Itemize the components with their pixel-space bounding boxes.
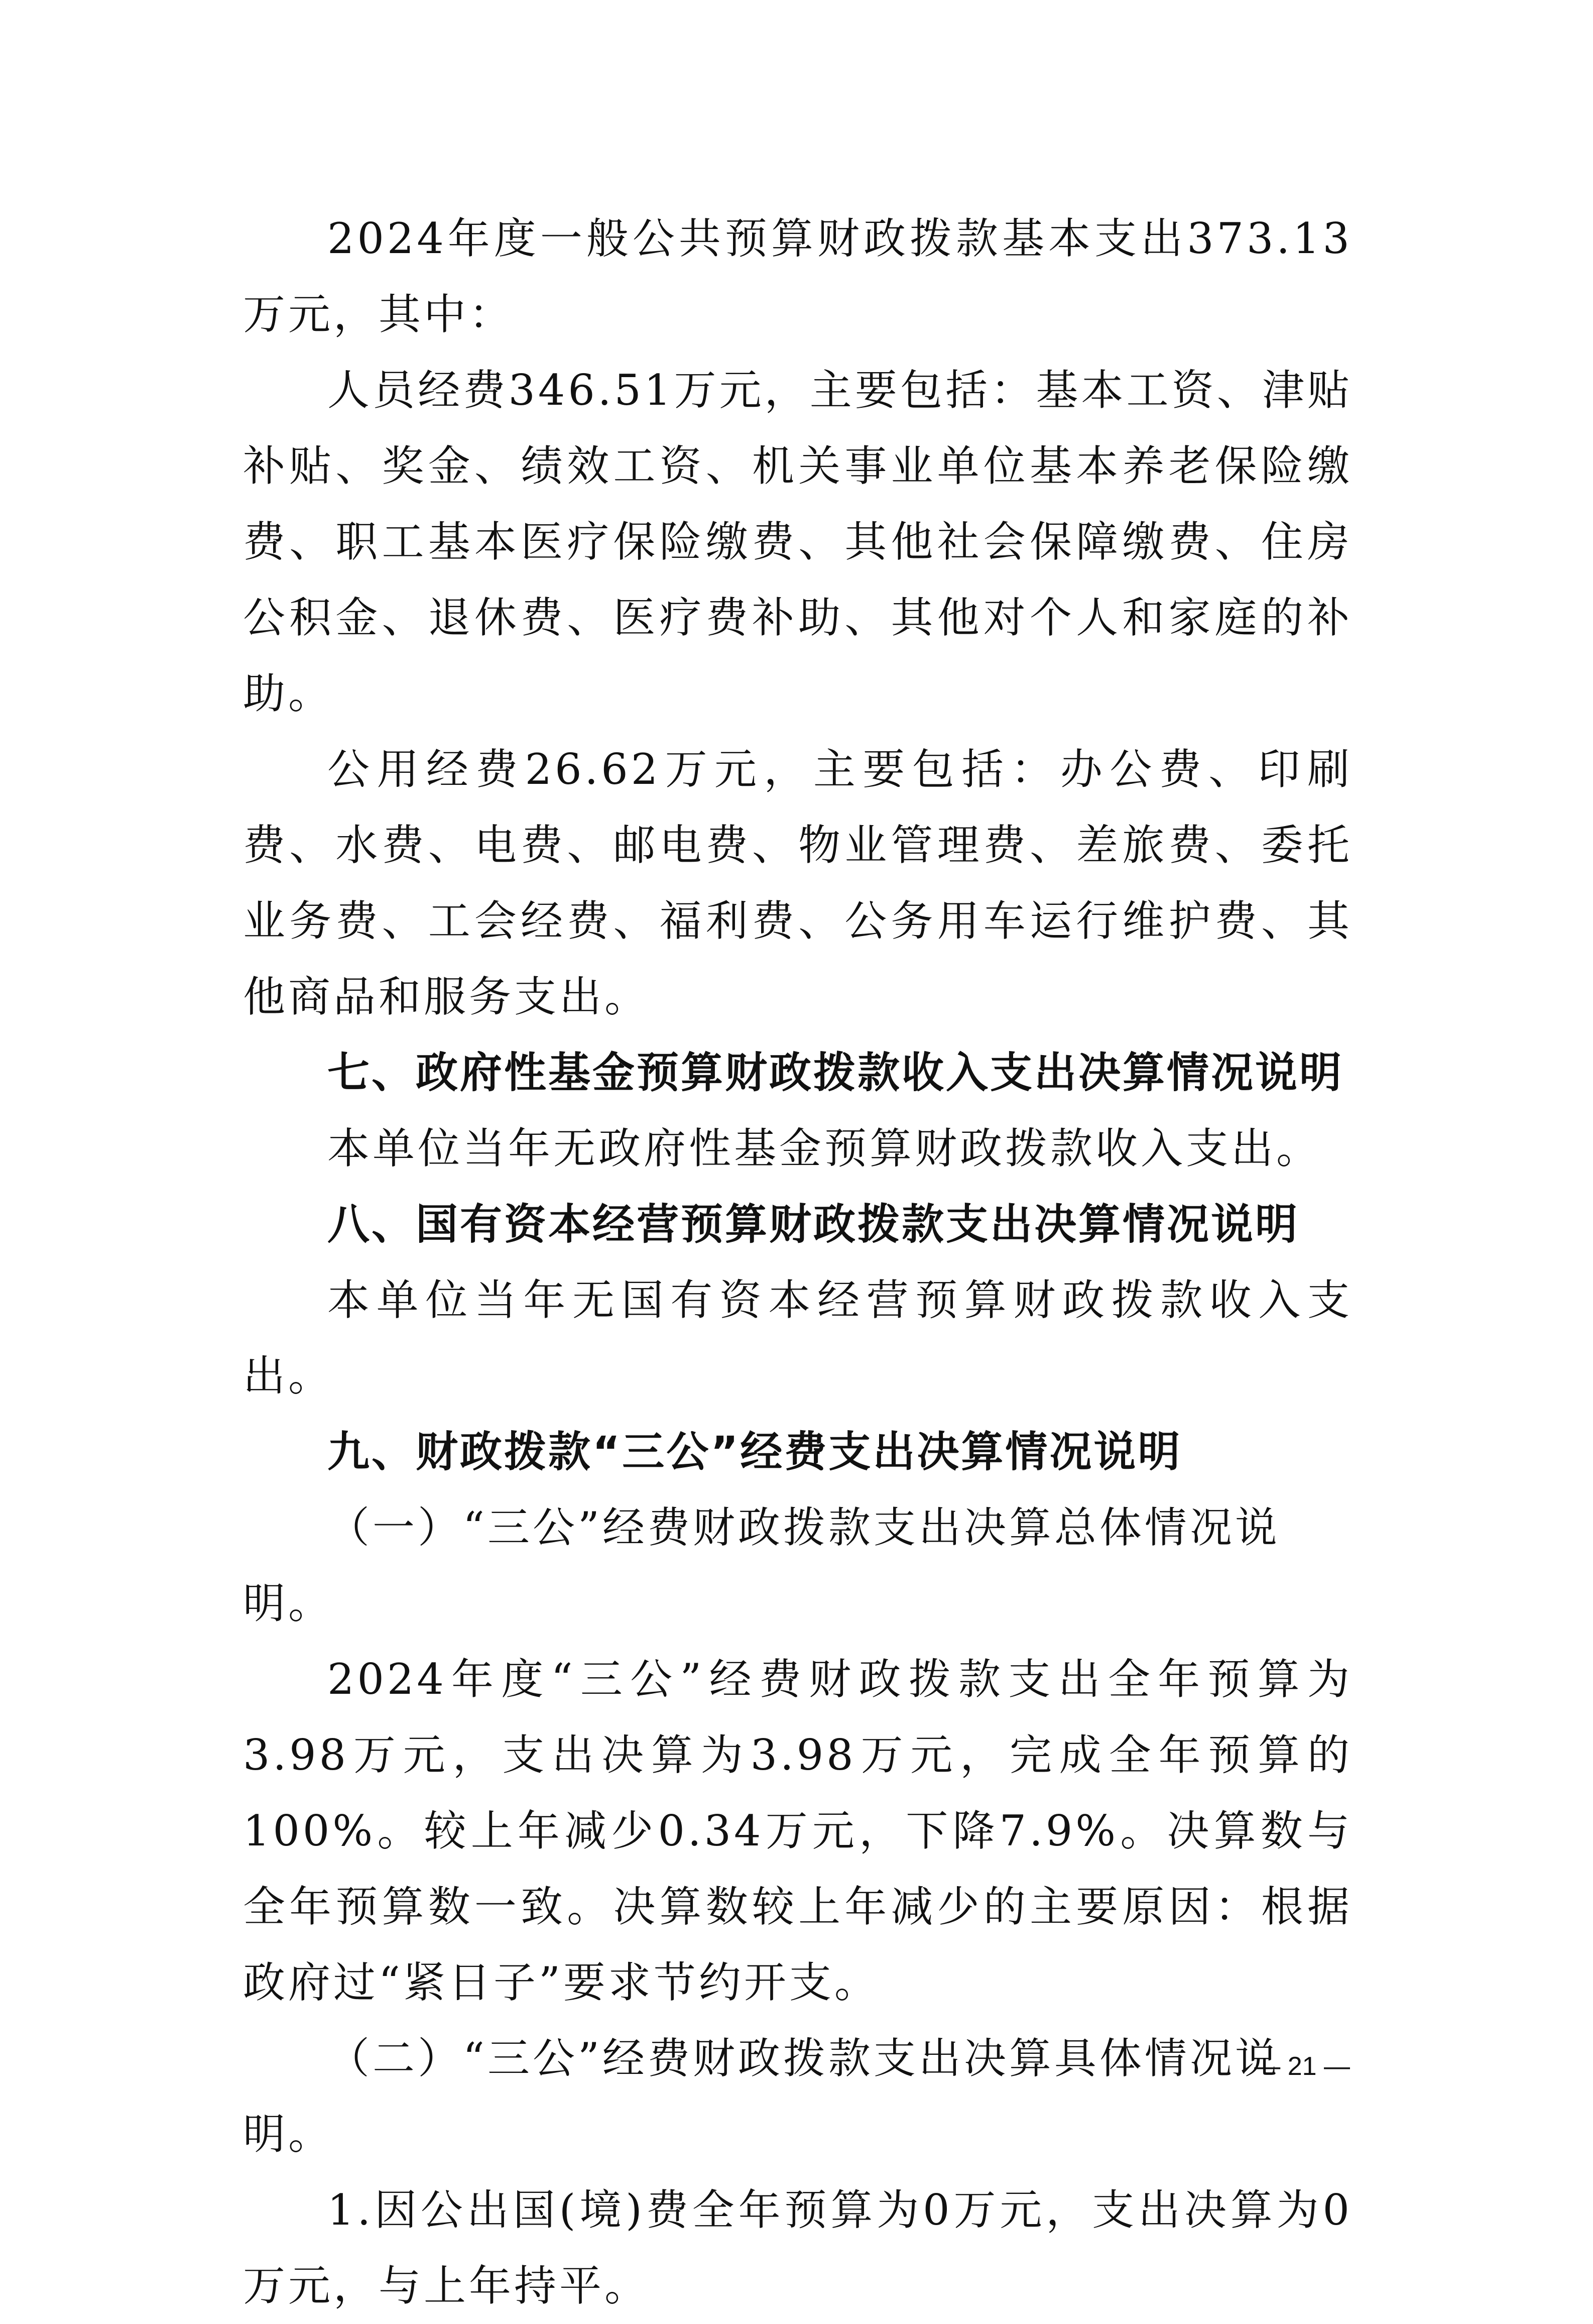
subsection-heading-1: （一）“三公”经费财政拨款支出决算总体情况说明。 xyxy=(243,1503,1280,1628)
paragraph-overseas-travel: 1.因公出国(境)费全年预算为0万元，支出决算为0万元，与上年持平。 xyxy=(243,2185,1353,2310)
paragraph-public-expenses: 公用经费26.62万元，主要包括：办公费、印刷费、水费、电费、邮电费、物业管理费、差旅费、委托业务费、工会经费、福利费、公务用车运行维护费、其他商品和服务支出。 xyxy=(243,745,1353,1021)
section-heading-9: 九、财政拨款“三公”经费支出决算情况说明 xyxy=(327,1427,1182,1476)
paragraph-gov-fund: 本单位当年无政府性基金预算财政拨款收入支出。 xyxy=(327,1124,1322,1173)
page-number: — 21 — xyxy=(1254,2052,1350,2081)
document-body xyxy=(243,201,1353,2324)
paragraph-personnel-expenses: 人员经费346.51万元，主要包括：基本工资、津贴补贴、奖金、绩效工资、机关事业单位基本养老保险缴费、职工基本医疗保险缴费、其他社会保障缴费、住房公积金、退休费、医疗费补助、其他对个人和家庭的补助。 xyxy=(243,366,1353,718)
paragraph-basic-expenditure: 2024年度一般公共预算财政拨款基本支出373.13万元，其中： xyxy=(243,214,1353,339)
paragraph-three-public-overall: 2024年度“三公”经费财政拨款支出全年预算为3.98万元，支出决算为3.98万元，完成全年预算的100%。较上年减少0.34万元，下降7.9%。决算数与全年预算数一致。决算数较上年减少的主要原因：根据政府过“紧日子”要求节约开支。 xyxy=(243,1655,1353,2007)
subsection-heading-2: （二）“三公”经费财政拨款支出决算具体情况说明。 xyxy=(243,2034,1280,2159)
section-heading-8: 八、国有资本经营预算财政拨款支出决算情况说明 xyxy=(327,1200,1300,1249)
section-heading-7: 七、政府性基金预算财政拨款收入支出决算情况说明 xyxy=(327,1048,1344,1097)
paragraph-state-capital: 本单位当年无国有资本经营预算财政拨款收入支出。 xyxy=(243,1275,1353,1401)
